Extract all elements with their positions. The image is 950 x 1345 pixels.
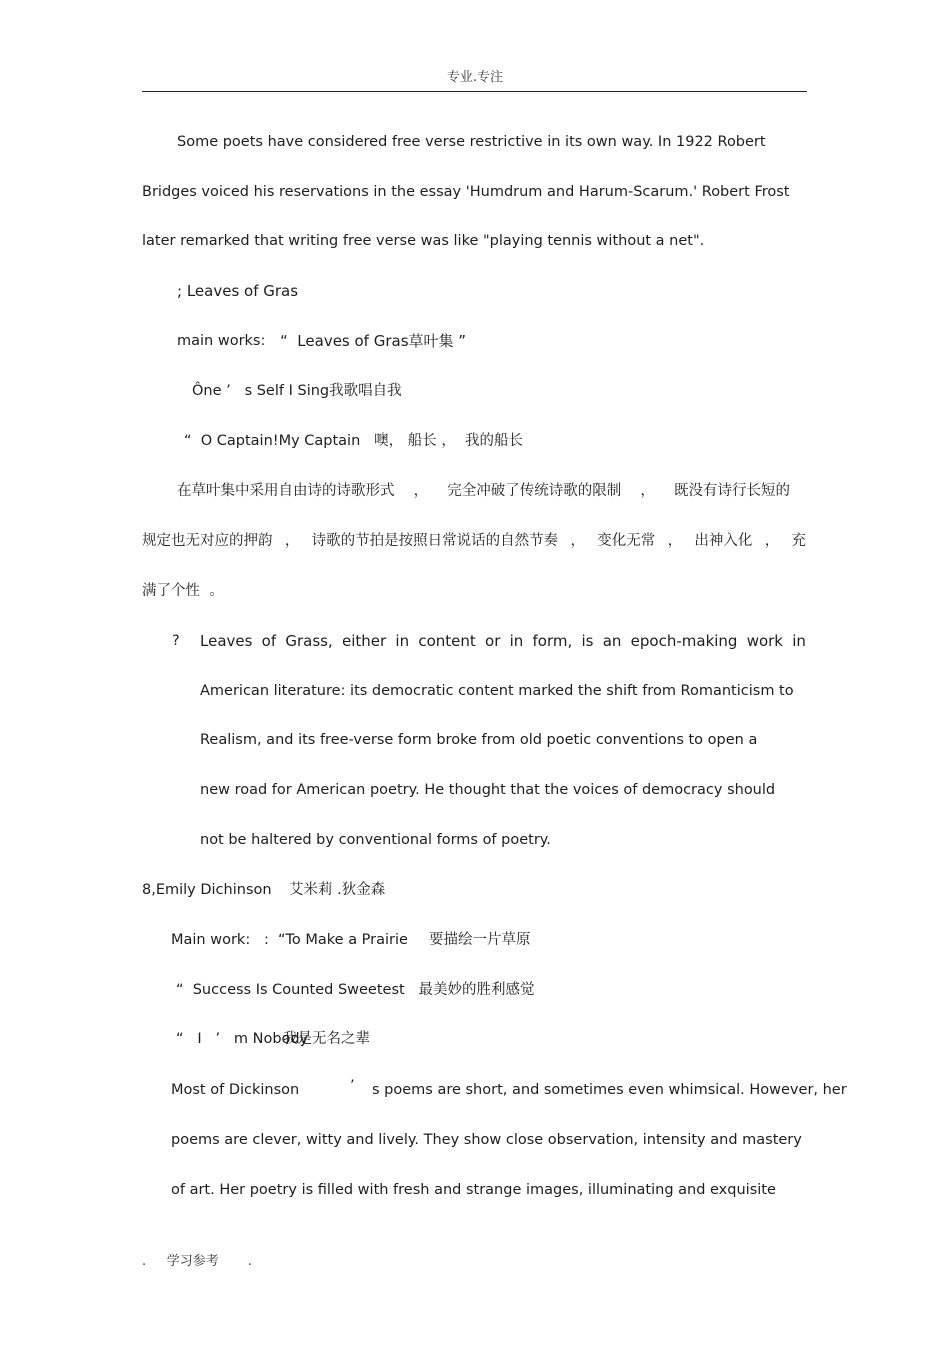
work-title: “ Leaves of Gras草叶集 ” bbox=[280, 332, 467, 350]
bullet-line: American literature: its democratic content marked the shift from Romanticism to bbox=[200, 683, 794, 699]
section-heading: 8,Emily Dichinson bbox=[142, 882, 272, 898]
text-segment: ， bbox=[284, 533, 300, 549]
word: is bbox=[581, 632, 594, 650]
paragraph-line: later remarked that writing free verse was like "playing tennis without a net". bbox=[142, 233, 705, 249]
text-segment: 既没有诗行长短的 bbox=[674, 483, 790, 499]
word: in bbox=[792, 632, 806, 650]
work-title: “To Make a Prairie bbox=[278, 932, 408, 948]
section-heading-cn: 艾米莉 .狄金森 bbox=[289, 882, 386, 898]
text-segment: 规定也无对应的押韵 bbox=[142, 533, 273, 549]
text-segment: 变化无常 bbox=[597, 533, 656, 549]
word: of bbox=[261, 632, 277, 650]
word: in bbox=[509, 632, 524, 650]
text-segment: ， bbox=[570, 533, 585, 549]
paragraph-line: of art. Her poetry is filled with fresh and strange images, illuminating and exquisite bbox=[171, 1182, 776, 1198]
work-title: “ Success Is Counted Sweetest 最美妙的胜利感觉 bbox=[176, 982, 535, 998]
paragraph-line: s poems are short, and sometimes even whimsical. However, her bbox=[372, 1082, 847, 1098]
word: work bbox=[746, 632, 783, 650]
work-title-cn: 要描绘一片草原 bbox=[429, 932, 531, 948]
bullet-line: not be haltered by conventional forms of poetry. bbox=[200, 832, 551, 848]
word: Leaves bbox=[200, 632, 253, 650]
header-divider bbox=[142, 91, 807, 92]
paragraph-line: Bridges voiced his reservations in the essay 'Humdrum and Harum-Scarum.' Robert Frost bbox=[142, 184, 790, 200]
word: content bbox=[418, 632, 476, 650]
page-header: 专业.专注 bbox=[446, 70, 504, 85]
text-segment: 诗歌的节拍是按照日常说话的自然节奏 bbox=[311, 533, 559, 549]
text-segment: ， bbox=[764, 533, 780, 549]
text-segment: 在草叶集中采用自由诗的诗歌形式 bbox=[177, 483, 395, 499]
word: either bbox=[342, 632, 387, 650]
text-segment: 充 bbox=[791, 533, 806, 549]
apostrophe: ’ bbox=[350, 1078, 355, 1094]
paragraph-line: Some poets have considered free verse restrictive in its own way. In 1922 Robert bbox=[177, 134, 766, 150]
bullet-line: new road for American poetry. He thought that the voices of democracy should bbox=[200, 782, 776, 798]
work-title: “ I ’ m Nobody bbox=[176, 1031, 309, 1047]
work-title: Ône ’ s Self I Sing我歌唱自我 bbox=[192, 383, 402, 399]
text-segment: 出神入化 bbox=[694, 533, 753, 549]
word: or bbox=[485, 632, 501, 650]
main-work-label: Main work: : bbox=[171, 932, 269, 948]
paragraph-line: poems are clever, witty and lively. They show close observation, intensity and mastery bbox=[171, 1132, 802, 1148]
main-works-label: main works: bbox=[177, 333, 266, 349]
bullet-line bbox=[200, 631, 806, 651]
word: form, bbox=[532, 632, 573, 650]
chinese-paragraph-line bbox=[177, 481, 790, 501]
word: Grass, bbox=[285, 632, 333, 650]
text-segment: ， bbox=[667, 533, 683, 549]
paragraph-line: Most of Dickinson bbox=[171, 1082, 300, 1098]
page-footer: . 学习参考 . bbox=[142, 1254, 252, 1269]
text-segment: ， bbox=[640, 483, 655, 499]
bullet-line: Realism, and its free-verse form broke from old poetic conventions to open a bbox=[200, 732, 758, 748]
chinese-paragraph-line: 满了个性 。 bbox=[142, 583, 224, 599]
work-title: “ O Captain!My Captain 噢， 船长 ， 我的船长 bbox=[184, 433, 524, 449]
work-title-cn: 我是无名之辈 bbox=[283, 1031, 370, 1047]
bullet-marker: ? bbox=[172, 633, 180, 649]
text-segment: ， bbox=[413, 483, 429, 499]
section-heading: ; Leaves of Gras bbox=[177, 282, 299, 300]
word: epoch-making bbox=[630, 632, 738, 650]
text-segment: 完全冲破了传统诗歌的限制 bbox=[447, 483, 622, 499]
chinese-paragraph-line bbox=[142, 531, 806, 551]
word: in bbox=[395, 632, 410, 650]
word: an bbox=[602, 632, 622, 650]
